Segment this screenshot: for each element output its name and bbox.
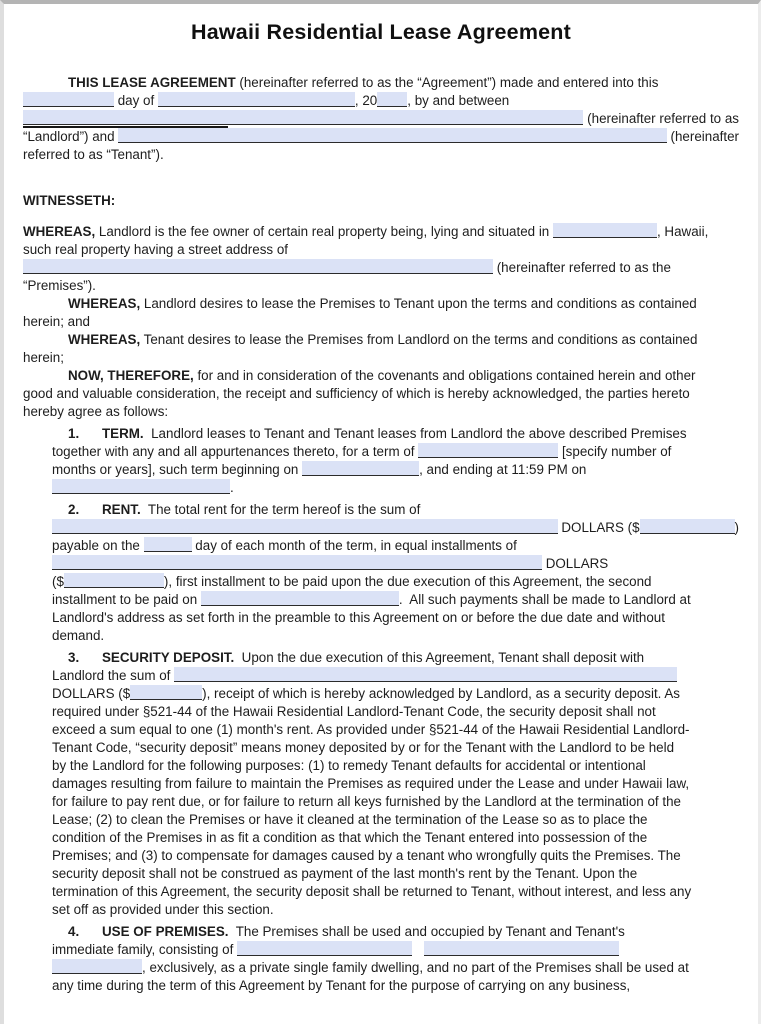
- total-rent-amount-field[interactable]: [640, 519, 735, 534]
- street-address-field[interactable]: [23, 259, 493, 274]
- field-wrap-underline: [23, 126, 228, 128]
- deposit-amount-field[interactable]: [130, 685, 202, 700]
- whereas-landlord-paragraph: WHEREAS, Landlord desires to lease the Premises to Tenant upon the terms and conditions as contained herein; and: [23, 296, 697, 329]
- whereas-owner-paragraph: WHEREAS, Landlord is the fee owner of certain real property being, lying and situated in , Hawaii, such real property having a street address of (hereinafter referred to as the “Premises”).: [23, 224, 709, 293]
- whereas-lead: WHEREAS,: [68, 296, 141, 311]
- preamble-paragraph: [23, 72, 739, 162]
- deposit-words-field[interactable]: [174, 667, 677, 682]
- landlord-name-field[interactable]: [23, 110, 583, 125]
- now-therefore-paragraph: NOW, THEREFORE, for and in consideration of the covenants and obligations contained herein and other good and valuable consideration, the receipt and sufficiency of which is hereby acknowledged, the parties hereto hereby agree as follows:: [23, 368, 696, 419]
- section-security-deposit: 3. SECURITY DEPOSIT. Upon the due execution of this Agreement, Tenant shall deposit with Landlord the sum of DOLLARS ($ ), receipt of which is hereby acknowledged by Landlord, as a security deposit. As required under §521-44 of the Hawaii Residential Landlord-Tenant Code, the security deposit shall not exceed a sum equal to one (1) month's rent. As provided under §521-44 of the Hawaii Residential Landlord- Tenant Code, “security deposit” means money deposited by or for the Tenant with the Landlord to be held by the Landlord for the following purposes: (1) to remedy Tenant defaults for accidental or intentional damages resulting from failure to maintain the Premises as required under the Lease and under Hawaii law, for failure to pay rent due, or for failure to return all keys furnished by the Landlord at the termination of the Lease; (2) to clean the Premises or have it cleaned at the termination of the Lease so as to place the condition of the Premises in as fit a condition as that which the Tenant entered into possession of the Premises; and (3) to compensate for damages caused by a tenant who wrongfully quits the Premises. The security deposit shall not be construed as payment of the last month's rent by the Tenant. Upon the termination of this Agreement, the security deposit shall be returned to Tenant, without interest, and less any set off as provided under this section.: [52, 650, 692, 917]
- installment-amount-field[interactable]: [64, 573, 164, 588]
- year-prefix-label: , 20: [354, 93, 378, 108]
- term-end-date-field[interactable]: [52, 479, 230, 494]
- month-field[interactable]: [158, 92, 355, 107]
- section-term: 1. TERM. Landlord leases to Tenant and Tenant leases from Landlord the above described Premises together with any and all appurtenances thereto, for a term of [specify number of months or years], such term beginning on , and ending at 11:59 PM on .: [52, 426, 687, 495]
- second-installment-date-field[interactable]: [201, 591, 399, 606]
- section-heading: SECURITY DEPOSIT.: [102, 650, 235, 665]
- preamble-l1: (hereinafter referred to as the “Agreement”) made and entered into this: [235, 75, 659, 90]
- day-field[interactable]: [23, 92, 114, 107]
- witnesseth-heading: WITNESSETH:: [23, 193, 116, 208]
- occupant-name-field-3[interactable]: [52, 959, 142, 974]
- term-length-field[interactable]: [418, 443, 558, 458]
- term-start-date-field[interactable]: [302, 461, 419, 476]
- whereas-lead: WHEREAS,: [23, 224, 96, 239]
- property-location-field[interactable]: [553, 223, 657, 238]
- now-therefore-lead: NOW, THEREFORE,: [68, 368, 194, 383]
- section-number: 2.: [68, 502, 80, 517]
- section-number: 1.: [68, 426, 80, 441]
- section-heading: RENT.: [102, 502, 141, 517]
- preamble-l4-text: (hereinafter: [666, 129, 739, 144]
- installment-words-field[interactable]: [52, 555, 542, 570]
- occupant-name-field-2[interactable]: [424, 941, 619, 956]
- section-number: 3.: [68, 650, 80, 665]
- landlord-label: “Landlord”) and: [23, 129, 119, 144]
- section-heading: TERM.: [102, 426, 144, 441]
- preamble-l3-text: (hereinafter referred to as: [583, 111, 739, 126]
- preamble-l5-text: referred to as “Tenant”).: [23, 147, 164, 162]
- whereas-lead: WHEREAS,: [68, 332, 141, 347]
- tenant-name-field[interactable]: [118, 128, 667, 143]
- whereas-tenant-paragraph: WHEREAS, Tenant desires to lease the Premises from Landlord on the terms and conditions as contained herein;: [23, 332, 698, 365]
- rent-due-day-field[interactable]: [144, 537, 192, 552]
- day-of-label: day of: [114, 93, 158, 108]
- section-heading: USE OF PREMISES.: [102, 924, 229, 939]
- year-field[interactable]: [377, 92, 407, 107]
- section-use-of-premises: 4. USE OF PREMISES. The Premises shall be used and occupied by Tenant and Tenant's immediate family, consisting of , exclusively, as a private single family dwelling, and no part of the Premises shall be used at any time during the term of this Agreement by Tenant for the purpose of carrying on any business,: [52, 924, 689, 993]
- section-rent: 2. RENT. The total rent for the term hereof is the sum of DOLLARS ($ ) payable on the day of each month of the term, in equal installments of DOLLARS ($ ), first installment to be paid upon the due execution of this Agreement, the second installment to be paid on . All such payments shall be made to Landlord at Landlord's address as set forth in the preamble to this Agreement on or before the due date and without demand.: [52, 502, 739, 643]
- section-number: 4.: [68, 924, 80, 939]
- page-title: Hawaii Residential Lease Agreement: [190, 20, 571, 44]
- total-rent-words-field[interactable]: [52, 519, 558, 534]
- between-label: , by and between: [407, 93, 510, 108]
- preamble-lead: THIS LEASE AGREEMENT: [68, 75, 236, 90]
- occupant-name-field-1[interactable]: [237, 941, 412, 956]
